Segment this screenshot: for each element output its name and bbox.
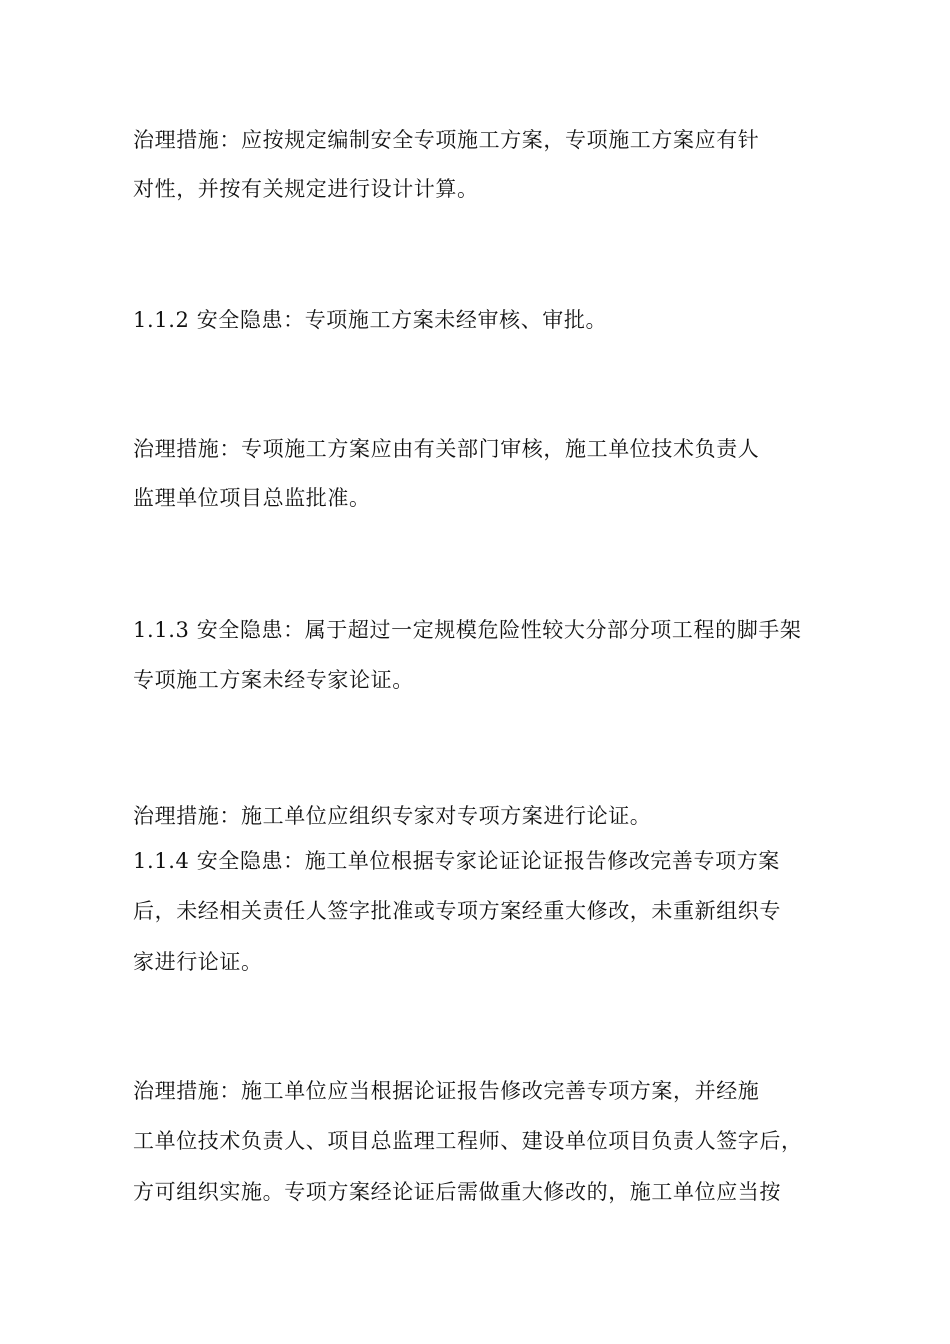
hazard-1-1-4-line-2: 后，未经相关责任人签字批准或专项方案经重大修改，未重新组织专 xyxy=(133,899,781,923)
hazard-1-1-2: 1.1.2 安全隐患：专项施工方案未经审核、审批。 xyxy=(133,308,608,332)
paragraph-3-line-1: 治理措施：施工单位应组织专家对专项方案进行论证。 xyxy=(133,804,652,828)
paragraph-4-line-2: 工单位技术负责人、项目总监理工程师、建设单位项目负责人签字后， xyxy=(133,1129,803,1153)
paragraph-2-line-2: 监理单位项目总监批准。 xyxy=(133,486,371,510)
hazard-1-1-4-line-3: 家进行论证。 xyxy=(133,950,263,974)
paragraph-1-line-1: 治理措施：应按规定编制安全专项施工方案，专项施工方案应有针 xyxy=(133,128,760,152)
hazard-1-1-4-line-1: 1.1.4 安全隐患：施工单位根据专家论证论证报告修改完善专项方案 xyxy=(133,849,780,873)
paragraph-2-line-1: 治理措施：专项施工方案应由有关部门审核，施工单位技术负责人 xyxy=(133,437,760,461)
paragraph-4-line-3: 方可组织实施。专项方案经论证后需做重大修改的，施工单位应当按 xyxy=(133,1180,781,1204)
hazard-1-1-3-line-1: 1.1.3 安全隐患：属于超过一定规模危险性较大分部分项工程的脚手架 xyxy=(133,618,802,642)
paragraph-4-line-1: 治理措施：施工单位应当根据论证报告修改完善专项方案，并经施 xyxy=(133,1079,760,1103)
hazard-1-1-3-line-2: 专项施工方案未经专家论证。 xyxy=(133,668,414,692)
paragraph-1-line-2: 对性，并按有关规定进行设计计算。 xyxy=(133,177,479,201)
